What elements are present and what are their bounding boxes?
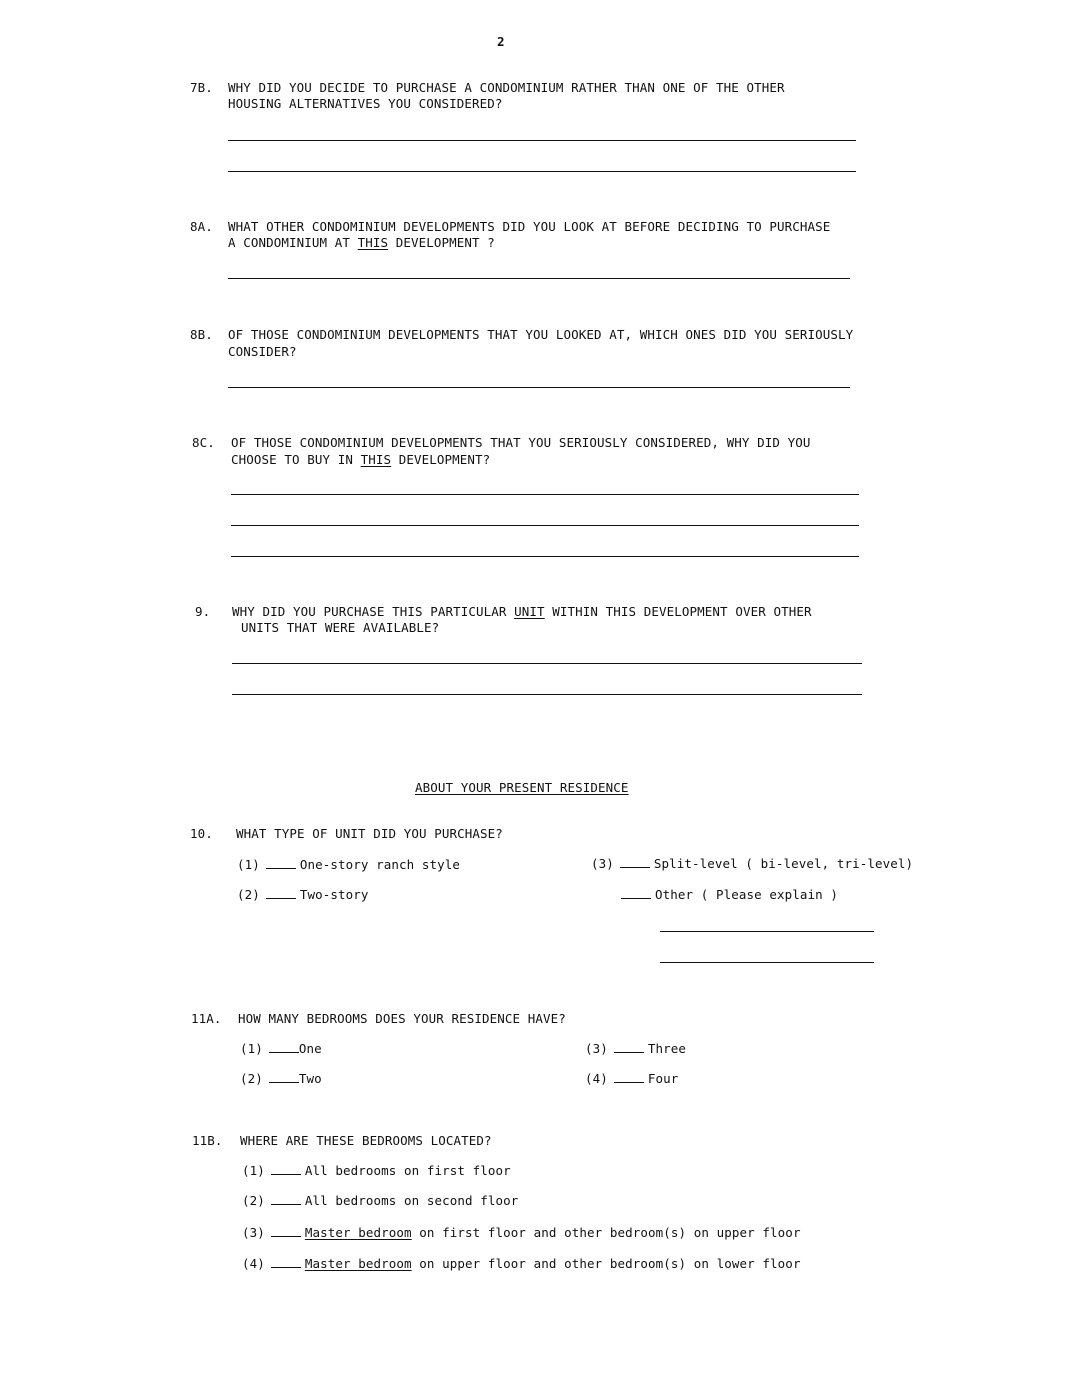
q10-option-3[interactable]: (3) Split-level ( bi-level, tri-level) — [591, 856, 914, 871]
question-8c-text-line2: CHOOSE TO BUY IN THIS DEVELOPMENT? — [231, 452, 491, 467]
question-11b-text: WHERE ARE THESE BEDROOMS LOCATED? — [240, 1133, 492, 1148]
q11b-option-1[interactable]: (1) All bedrooms on first floor — [242, 1163, 511, 1178]
section-heading: ABOUT YOUR PRESENT RESIDENCE — [415, 780, 629, 795]
question-11a-text: HOW MANY BEDROOMS DOES YOUR RESIDENCE HAVE? — [238, 1011, 566, 1026]
page-number: 2 — [497, 34, 505, 49]
emphasis-master-bedroom: Master bedroom — [304, 1225, 412, 1240]
q11a-option-3[interactable]: (3) Three — [585, 1041, 687, 1056]
question-9-text-line1: WHY DID YOU PURCHASE THIS PARTICULAR UNIT WITHIN THIS DEVELOPMENT OVER OTHER — [232, 604, 812, 619]
emphasis-this: THIS — [360, 452, 392, 467]
question-8c-text-line1: OF THOSE CONDOMINIUM DEVELOPMENTS THAT YOU SERIOUSLY CONSIDERED, WHY DID YOU — [231, 435, 811, 450]
question-7b-number: 7B. — [190, 80, 213, 95]
checkbox-blank — [271, 1256, 301, 1268]
q11b-option-2[interactable]: (2) All bedrooms on second floor — [242, 1193, 519, 1208]
checkbox-blank — [269, 1041, 299, 1053]
answer-line-10-other-1[interactable] — [660, 931, 874, 932]
question-10-text: WHAT TYPE OF UNIT DID YOU PURCHASE? — [236, 826, 503, 841]
answer-line-8c-3[interactable] — [231, 556, 859, 557]
answer-line-8a-1[interactable] — [228, 278, 850, 279]
q11b-option-3[interactable]: (3) Master bedroom on first floor and other bedroom(s) on upper floor — [242, 1225, 801, 1240]
checkbox-blank — [266, 887, 296, 899]
question-8b-text-line2: CONSIDER? — [228, 344, 297, 359]
question-8a-text-line2: A CONDOMINIUM AT THIS DEVELOPMENT ? — [228, 235, 495, 250]
answer-line-8c-1[interactable] — [231, 494, 859, 495]
question-8b-number: 8B. — [190, 327, 213, 342]
question-8a-number: 8A. — [190, 219, 213, 234]
checkbox-blank — [621, 887, 651, 899]
answer-line-10-other-2[interactable] — [660, 962, 874, 963]
question-7b-text-line2: HOUSING ALTERNATIVES YOU CONSIDERED? — [228, 96, 503, 111]
answer-line-8b-1[interactable] — [228, 387, 850, 388]
answer-line-7b-1[interactable] — [228, 140, 856, 141]
q10-option-1[interactable]: (1) One-story ranch style — [237, 857, 461, 872]
checkbox-blank — [269, 1071, 299, 1083]
checkbox-blank — [266, 857, 296, 869]
question-9-text-line2: UNITS THAT WERE AVAILABLE? — [241, 620, 440, 635]
q10-option-2[interactable]: (2) Two-story — [237, 887, 369, 902]
question-8a-text-line1: WHAT OTHER CONDOMINIUM DEVELOPMENTS DID YOU LOOK AT BEFORE DECIDING TO PURCHASE — [228, 219, 831, 234]
q11a-option-2[interactable]: (2) Two — [240, 1071, 322, 1086]
question-8b-text-line1: OF THOSE CONDOMINIUM DEVELOPMENTS THAT YOU LOOKED AT, WHICH ONES DID YOU SERIOUSLY — [228, 327, 854, 342]
checkbox-blank — [614, 1041, 644, 1053]
q11b-option-4[interactable]: (4) Master bedroom on upper floor and other bedroom(s) on lower floor — [242, 1256, 801, 1271]
q10-option-other[interactable]: Other ( Please explain ) — [615, 887, 838, 903]
answer-line-9-2[interactable] — [232, 694, 862, 695]
checkbox-blank — [271, 1163, 301, 1175]
checkbox-blank — [620, 856, 650, 868]
emphasis-this: THIS — [357, 235, 389, 250]
checkbox-blank — [614, 1071, 644, 1083]
answer-line-7b-2[interactable] — [228, 171, 856, 172]
answer-line-9-1[interactable] — [232, 663, 862, 664]
q11a-option-1[interactable]: (1) One — [240, 1041, 322, 1056]
q11a-option-4[interactable]: (4) Four — [585, 1071, 679, 1086]
checkbox-blank — [271, 1193, 301, 1205]
emphasis-master-bedroom: Master bedroom — [304, 1256, 412, 1271]
emphasis-unit: UNIT — [514, 604, 545, 619]
question-10-number: 10. — [190, 826, 213, 841]
question-8c-number: 8C. — [192, 435, 215, 450]
question-11a-number: 11A. — [191, 1011, 222, 1026]
answer-line-8c-2[interactable] — [231, 525, 859, 526]
question-7b-text-line1: WHY DID YOU DECIDE TO PURCHASE A CONDOMINIUM RATHER THAN ONE OF THE OTHER — [228, 80, 785, 95]
question-11b-number: 11B. — [192, 1133, 223, 1148]
question-9-number: 9. — [195, 604, 211, 619]
checkbox-blank — [271, 1225, 301, 1237]
